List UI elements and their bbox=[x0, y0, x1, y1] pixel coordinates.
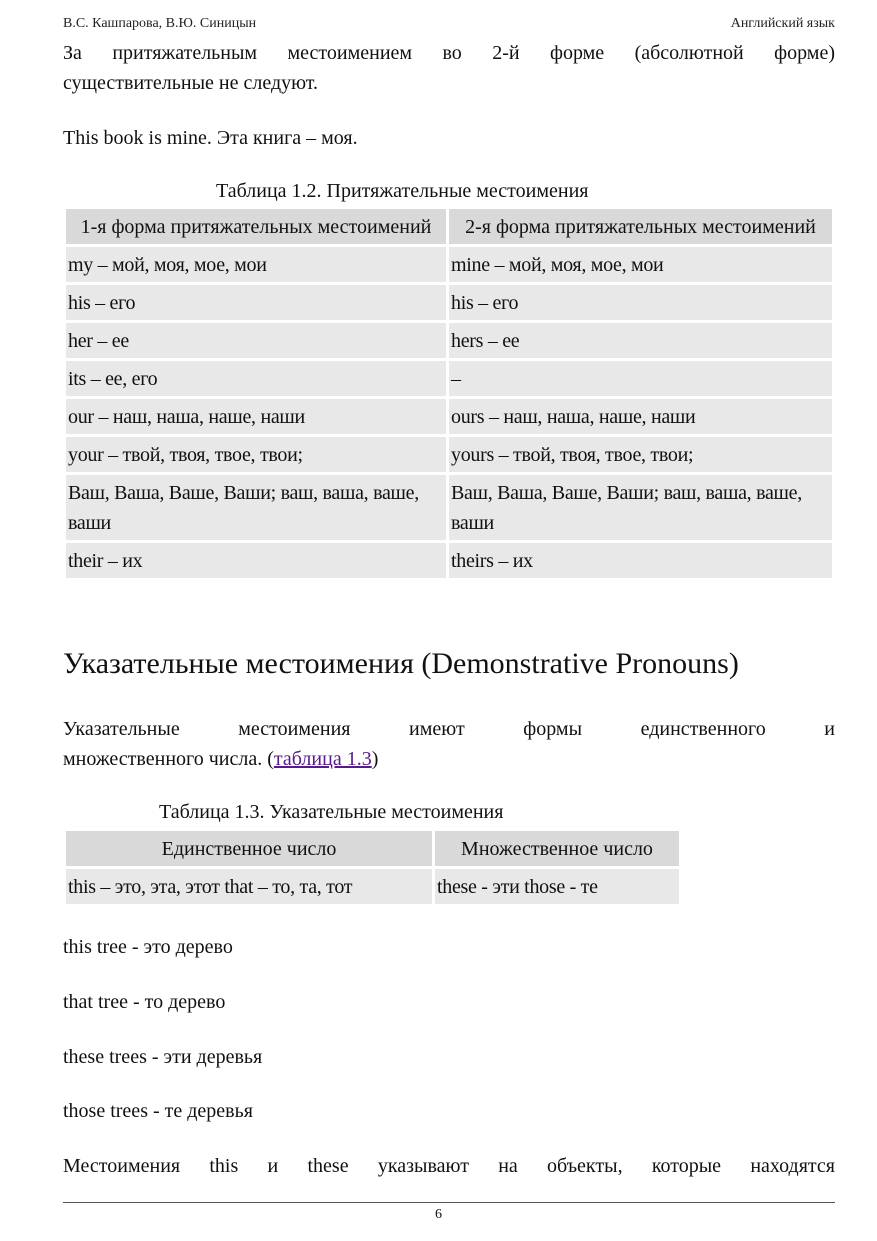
para-text: множественного числа. ( bbox=[63, 748, 274, 770]
table-row bbox=[66, 285, 832, 320]
table-header-cell: 1-я форма притяжательных местоимений bbox=[66, 209, 446, 244]
table-header-row bbox=[66, 209, 832, 244]
table-cell: these - эти those - те bbox=[435, 869, 679, 904]
possessive-pronouns-table bbox=[63, 206, 835, 581]
intro-line-2: существительные не следуют. bbox=[63, 72, 319, 94]
table-header-cell: Множественное число bbox=[435, 831, 679, 866]
page-number: 6 bbox=[435, 1207, 442, 1222]
intro-line-1: За притяжательным местоимением во 2-й форме (абсолютной форме) bbox=[63, 42, 835, 64]
table-cell: Ваш, Ваша, Ваше, Ваши; ваш, ваша, ваше, ваши bbox=[449, 475, 832, 540]
table-cell: hers – ее bbox=[449, 323, 832, 358]
table-1-3-link[interactable]: таблица 1.3 bbox=[273, 748, 372, 770]
table-row bbox=[66, 247, 832, 282]
table-cell: yours – твой, твоя, твое, твои; bbox=[449, 437, 832, 472]
header-subject: Английский язык bbox=[730, 16, 835, 31]
table-cell: our – наш, наша, наше, наши bbox=[66, 399, 446, 434]
section-para-line-1: Указательные местоимения имеют формы единственного и bbox=[63, 718, 835, 740]
table-header-cell: 2-я форма притяжательных местоимений bbox=[449, 209, 832, 244]
table-cell: Ваш, Ваша, Ваше, Ваши; ваш, ваша, ваше, ваши bbox=[66, 475, 446, 540]
table-header-cell: Единственное число bbox=[66, 831, 432, 866]
section-heading: Указательные местоимения (Demonstrative Pronouns) bbox=[63, 647, 739, 680]
table-cell: my – мой, моя, мое, мои bbox=[66, 247, 446, 282]
intro-example: This book is mine. Эта книга – моя. bbox=[63, 127, 358, 149]
continuation-line: Местоимения this и these указывают на объекты, которые находятся bbox=[63, 1155, 835, 1177]
demonstrative-pronouns-table bbox=[63, 828, 682, 907]
section-para-line-2 bbox=[63, 744, 835, 774]
example-line: this tree - это дерево bbox=[63, 936, 233, 958]
table-row bbox=[66, 323, 832, 358]
table-row bbox=[66, 399, 832, 434]
table-cell: – bbox=[449, 361, 832, 396]
table-1-2-caption: Таблица 1.2. Притяжательные местоимения bbox=[216, 180, 589, 202]
example-line: that tree - то дерево bbox=[63, 991, 226, 1013]
table-cell: ours – наш, наша, наше, наши bbox=[449, 399, 832, 434]
page-header bbox=[63, 16, 835, 32]
example-line: those trees - те деревья bbox=[63, 1100, 253, 1122]
table-row bbox=[66, 361, 832, 396]
table-row bbox=[66, 437, 832, 472]
table-cell: their – их bbox=[66, 543, 446, 578]
table-cell: its – ее, его bbox=[66, 361, 446, 396]
para-text: ) bbox=[371, 748, 379, 770]
table-1-3-caption: Таблица 1.3. Указательные местоимения bbox=[159, 801, 504, 823]
table-cell: his – его bbox=[449, 285, 832, 320]
table-cell: her – ее bbox=[66, 323, 446, 358]
table-cell: this – это, эта, этот that – то, та, тот bbox=[66, 869, 432, 904]
footer-divider bbox=[63, 1202, 835, 1203]
example-line: these trees - эти деревья bbox=[63, 1046, 263, 1068]
table-cell: theirs – их bbox=[449, 543, 832, 578]
table-cell: mine – мой, моя, мое, мои bbox=[449, 247, 832, 282]
table-header-row bbox=[66, 831, 679, 866]
table-cell: his – его bbox=[66, 285, 446, 320]
table-row bbox=[66, 543, 832, 578]
table-row bbox=[66, 869, 679, 904]
header-authors: В.С. Кашпарова, В.Ю. Синицын bbox=[63, 16, 257, 31]
table-row bbox=[66, 475, 832, 540]
table-cell: your – твой, твоя, твое, твои; bbox=[66, 437, 446, 472]
